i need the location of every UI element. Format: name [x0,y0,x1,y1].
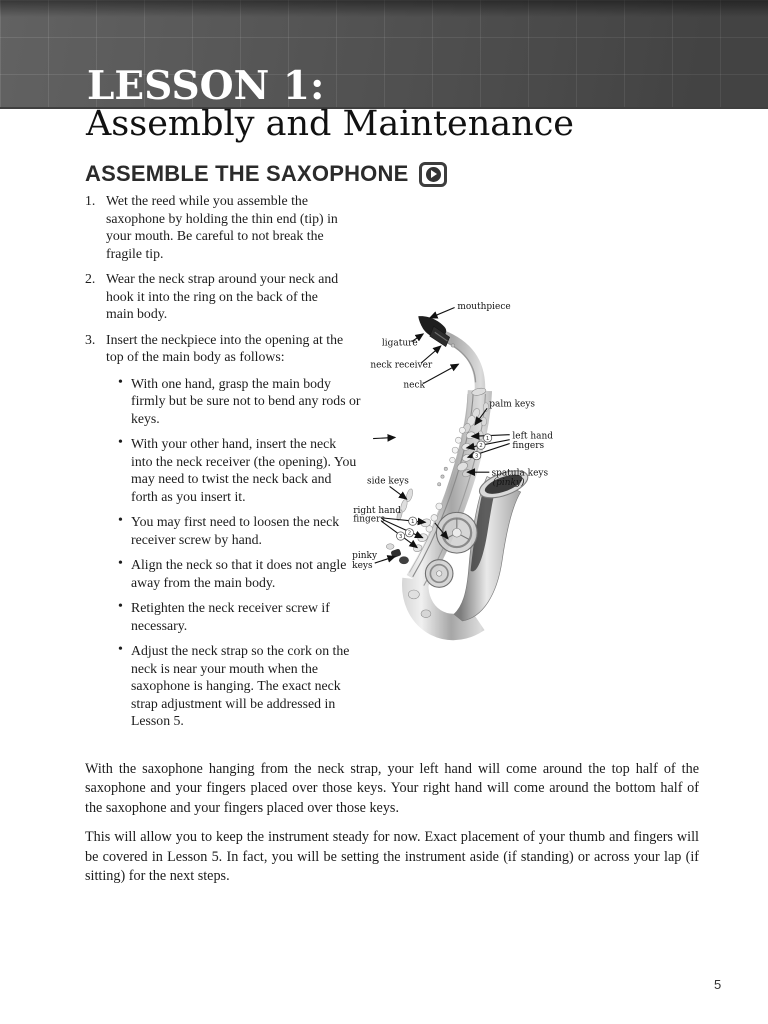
substep-text: With one hand, grasp the main body firmly but be sure not to bend any rods or keys. [131,375,361,426]
section-heading: ASSEMBLE THE SAXOPHONE [85,161,409,186]
substep-item [118,435,361,505]
substep-item [118,599,361,634]
substep-text: Retighten the neck receiver screw if necessary. [131,600,330,633]
saxophone-diagram [345,155,768,775]
assembly-steps-list [85,192,385,738]
substep-text: Adjust the neck strap so the cork on the neck is near your mouth when the saxophone is hanging. The exact neck strap adjustment will be addressed in Lesson 5. [131,643,350,729]
label-right-hand-fingers-1: right hand [353,505,402,516]
step-text: Wear the neck strap around your neck and hook it into the ring on the back of the main body. [106,271,339,322]
label-right-hand-fingers-2: fingers [353,514,385,525]
label-palm-keys: palm keys [489,399,536,410]
label-left-hand-fingers-2: fingers [512,440,545,451]
closing-paragraphs [85,760,699,897]
paragraph: With the saxophone hanging from the neck strap, your left hand will come around the top half of the saxophone and your fingers placed over those keys. Your right hand will come around the bottom half of the saxophone and your fingers placed over those keys. [85,761,699,816]
substep-text: You may first need to loosen the neck receiver screw by hand. [131,514,340,547]
substep-item [118,642,361,730]
step-number: 1. [85,193,96,208]
label-neck: neck [403,380,425,391]
lesson-number-title: LESSON 1: [87,63,325,109]
step-item [85,331,385,366]
right-finger-1-badge: 1 [410,519,415,526]
substep-text: Align the neck so that it does not angle away from the main body. [131,557,347,590]
page-title: Assembly and Maintenance [86,104,575,144]
substep-item [118,375,361,428]
substep-item [118,556,361,591]
substep-item [118,513,361,548]
left-finger-3-badge: 3 [474,453,479,460]
step-number: 3. [85,331,96,347]
lesson-header [0,0,768,109]
right-finger-2-badge: 2 [407,530,412,537]
paragraph: This will allow you to keep the instrument steady for now. Exact placement of your thumb and fingers will be covered in Lesson 5. In fact, you will be setting the instrument aside (if standing) or across your lap (if sitting) for the next steps. [85,829,699,885]
substep-text: With your other hand, insert the neck into the neck receiver (the opening). You may need to twist the neck back and forth as you insert it. [131,436,357,504]
label-left-hand-fingers-1: left hand [512,431,554,442]
step-text: Insert the neckpiece into the opening at the top of the main body as follows: [106,331,344,365]
step-text: Wet the reed while you assemble the saxophone by holding the thin end (tip) in your mouth. Be careful to not break the fragile tip. [106,193,338,261]
label-pinky-keys-2: keys [352,560,373,571]
label-spatula-keys-1: spatula keys [491,468,549,479]
right-finger-3-badge: 3 [398,533,403,540]
label-ligature: ligature [381,338,418,349]
label-side-keys: side keys [367,476,409,487]
left-finger-1-badge: 1 [485,435,490,442]
step-item [85,270,385,323]
label-pinky-keys-1: pinky [352,551,378,562]
label-mouthpiece: mouthpiece [457,302,511,313]
left-finger-2-badge: 2 [479,443,483,450]
step-item [85,192,385,262]
step-number: 2. [85,271,96,287]
page-number: 5 [714,977,722,992]
label-neck-receiver: neck receiver [370,360,433,371]
label-spatula-keys-2: (pinky) [492,477,525,488]
